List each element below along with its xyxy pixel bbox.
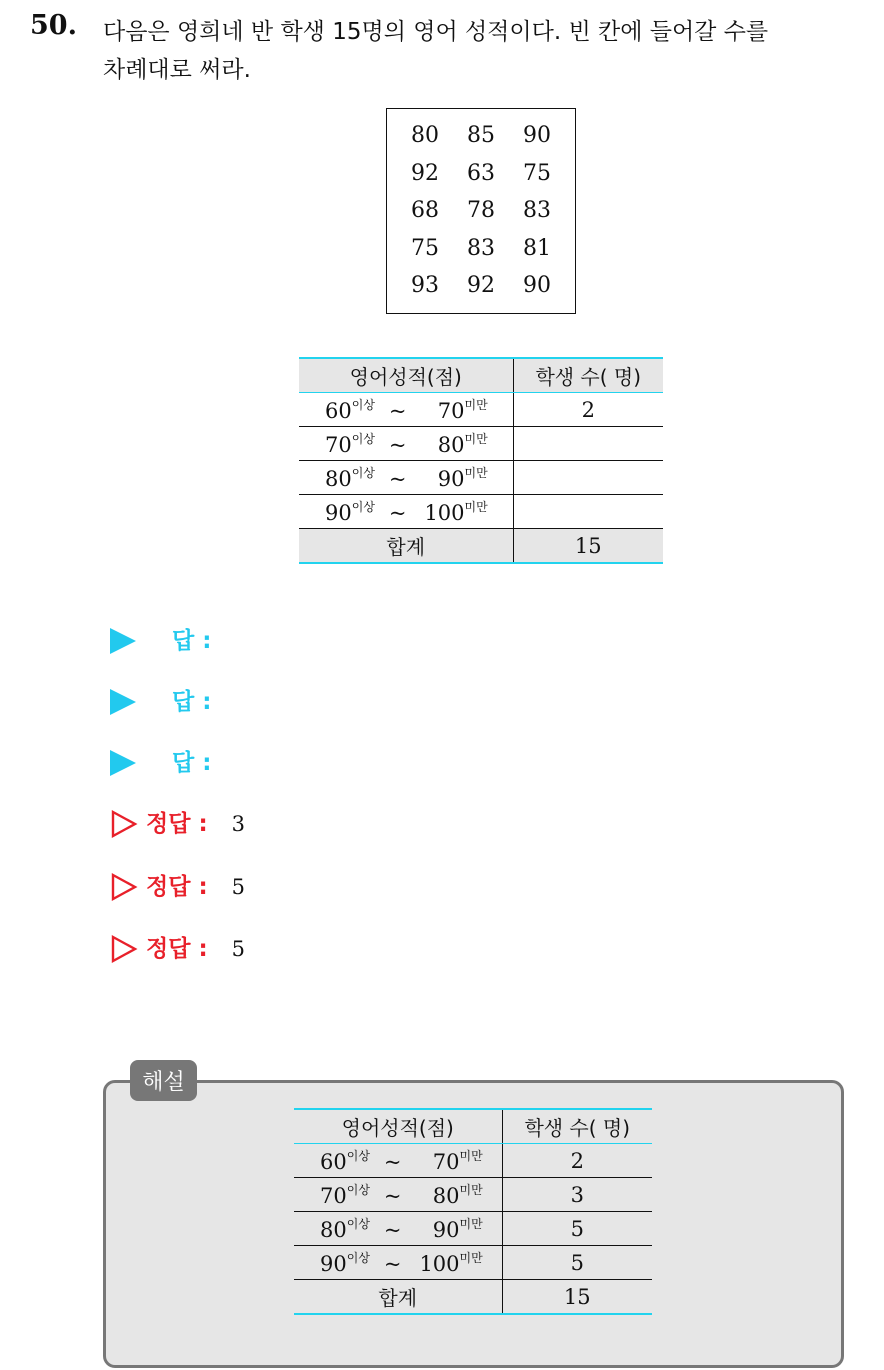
outline-arrow-icon bbox=[110, 935, 138, 963]
table-row bbox=[294, 1178, 652, 1212]
answer-label: 답 : bbox=[172, 689, 212, 715]
correct-value: 5 bbox=[231, 875, 246, 899]
range-lo: 80 bbox=[325, 467, 352, 491]
explanation-tag: 해설 bbox=[130, 1060, 197, 1101]
count-cell: 3 bbox=[502, 1178, 652, 1212]
correct-label: 정답 : bbox=[146, 874, 208, 900]
score-cell: 68 bbox=[411, 198, 439, 224]
header-student-count: 학생 수( 명) bbox=[502, 1109, 652, 1144]
correct-label: 정답 : bbox=[146, 811, 208, 837]
tilde: ~ bbox=[388, 467, 407, 491]
sup-lo: 이상 bbox=[346, 1149, 370, 1163]
table-row bbox=[294, 1246, 652, 1280]
range-hi: 90 bbox=[437, 467, 465, 491]
score-grid bbox=[386, 108, 576, 314]
correct-value: 3 bbox=[231, 812, 246, 836]
answer-line-1[interactable] bbox=[110, 625, 211, 657]
sup-lo: 이상 bbox=[351, 466, 375, 480]
play-arrow-icon bbox=[110, 628, 136, 654]
question-line-2: 차례대로 써라. bbox=[103, 57, 251, 83]
outline-arrow-icon bbox=[110, 810, 138, 838]
table-header-row bbox=[294, 1109, 652, 1144]
sup-lo: 이상 bbox=[346, 1251, 370, 1265]
correct-answer-1 bbox=[110, 808, 245, 840]
score-cell: 90 bbox=[523, 273, 551, 299]
table-row bbox=[299, 495, 663, 529]
question-text bbox=[103, 13, 873, 89]
range-lo: 60 bbox=[320, 1150, 347, 1174]
tilde: ~ bbox=[383, 1150, 402, 1174]
total-value: 15 bbox=[513, 529, 663, 564]
range-hi: 100 bbox=[424, 501, 465, 525]
correct-value: 5 bbox=[231, 937, 246, 961]
range-hi: 80 bbox=[437, 433, 465, 457]
tilde: ~ bbox=[383, 1252, 402, 1276]
sup-hi: 미만 bbox=[464, 432, 488, 446]
header-score-range: 영어성적(점) bbox=[299, 358, 513, 393]
score-cell: 83 bbox=[523, 198, 551, 224]
count-cell: 5 bbox=[502, 1246, 652, 1280]
range-lo: 60 bbox=[325, 399, 352, 423]
answer-line-3[interactable] bbox=[110, 747, 211, 779]
correct-label: 정답 : bbox=[146, 936, 208, 962]
play-arrow-icon bbox=[110, 689, 136, 715]
sup-hi: 미만 bbox=[459, 1149, 483, 1163]
tilde: ~ bbox=[388, 501, 407, 525]
sup-lo: 이상 bbox=[351, 398, 375, 412]
sup-hi: 미만 bbox=[459, 1217, 483, 1231]
table-row bbox=[299, 427, 663, 461]
answer-line-2[interactable] bbox=[110, 686, 211, 718]
tilde: ~ bbox=[388, 399, 407, 423]
score-cell: 85 bbox=[467, 123, 495, 148]
sup-lo: 이상 bbox=[351, 432, 375, 446]
question-number: 50. bbox=[30, 10, 77, 41]
total-label: 합계 bbox=[299, 529, 513, 564]
count-cell-blank bbox=[513, 427, 663, 461]
score-cell: 92 bbox=[411, 160, 439, 186]
play-arrow-icon bbox=[110, 750, 136, 776]
table-total-row bbox=[299, 529, 663, 564]
question-line-1: 다음은 영희네 반 학생 15명의 영어 성적이다. 빈 칸에 들어갈 수를 bbox=[103, 19, 769, 45]
frequency-table bbox=[299, 357, 663, 564]
score-cell: 90 bbox=[523, 123, 551, 148]
table-header-row bbox=[299, 358, 663, 393]
score-cell: 92 bbox=[467, 273, 495, 299]
table-row bbox=[294, 1144, 652, 1178]
explanation-table bbox=[294, 1108, 652, 1315]
range-hi: 70 bbox=[437, 399, 465, 423]
score-cell: 75 bbox=[523, 160, 551, 186]
sup-hi: 미만 bbox=[464, 466, 488, 480]
range-lo: 70 bbox=[320, 1184, 347, 1208]
header-score-range: 영어성적(점) bbox=[294, 1109, 502, 1144]
answer-label: 답 : bbox=[172, 628, 212, 654]
total-label: 합계 bbox=[294, 1280, 502, 1315]
header-student-count: 학생 수( 명) bbox=[513, 358, 663, 393]
tilde: ~ bbox=[383, 1218, 402, 1242]
range-hi: 100 bbox=[419, 1252, 460, 1276]
score-cell: 83 bbox=[467, 235, 495, 261]
score-cell: 75 bbox=[411, 235, 439, 261]
count-cell: 2 bbox=[513, 393, 663, 427]
table-total-row bbox=[294, 1280, 652, 1315]
count-cell: 2 bbox=[502, 1144, 652, 1178]
sup-hi: 미만 bbox=[464, 398, 488, 412]
count-cell-blank bbox=[513, 495, 663, 529]
sup-lo: 이상 bbox=[351, 500, 375, 514]
range-hi: 70 bbox=[432, 1150, 460, 1174]
correct-answer-3 bbox=[110, 933, 245, 965]
range-lo: 80 bbox=[320, 1218, 347, 1242]
score-cell: 63 bbox=[467, 160, 495, 186]
answer-label: 답 : bbox=[172, 750, 212, 776]
count-cell-blank bbox=[513, 461, 663, 495]
sup-lo: 이상 bbox=[346, 1217, 370, 1231]
score-cell: 93 bbox=[411, 273, 439, 299]
sup-lo: 이상 bbox=[346, 1183, 370, 1197]
table-row bbox=[299, 461, 663, 495]
tilde: ~ bbox=[388, 433, 407, 457]
count-cell: 5 bbox=[502, 1212, 652, 1246]
table-row bbox=[294, 1212, 652, 1246]
sup-hi: 미만 bbox=[459, 1251, 483, 1265]
range-lo: 70 bbox=[325, 433, 352, 457]
table-row bbox=[299, 393, 663, 427]
range-hi: 80 bbox=[432, 1184, 460, 1208]
score-cell: 80 bbox=[411, 123, 439, 148]
tilde: ~ bbox=[383, 1184, 402, 1208]
range-lo: 90 bbox=[325, 501, 352, 525]
sup-hi: 미만 bbox=[464, 500, 488, 514]
sup-hi: 미만 bbox=[459, 1183, 483, 1197]
total-value: 15 bbox=[502, 1280, 652, 1315]
score-cell: 81 bbox=[523, 235, 551, 261]
correct-answer-2 bbox=[110, 871, 245, 903]
score-cell: 78 bbox=[467, 198, 495, 224]
range-lo: 90 bbox=[320, 1252, 347, 1276]
range-hi: 90 bbox=[432, 1218, 460, 1242]
outline-arrow-icon bbox=[110, 873, 138, 901]
